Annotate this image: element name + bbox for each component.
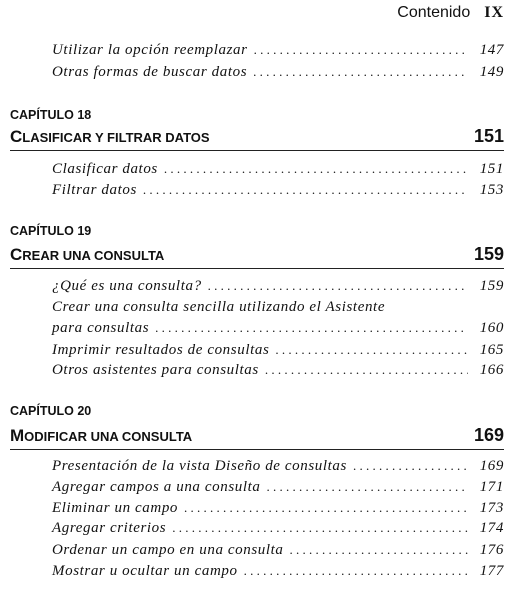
toc-entry-page: 174 xyxy=(479,520,504,536)
dot-leader xyxy=(184,498,468,518)
chapter-title: CLASIFICAR Y FILTRAR DATOS xyxy=(10,127,210,146)
chapter-page-number: 151 xyxy=(473,126,504,146)
chapter-title: CREAR UNA CONSULTA xyxy=(10,245,165,264)
toc-entry xyxy=(52,159,504,179)
toc-entry xyxy=(52,340,504,360)
toc-entry-page: 166 xyxy=(479,362,504,378)
toc-entry-text-line1: Crear una consulta sencilla utilizando el Asistente xyxy=(52,299,386,315)
chapter-label: CAPÍTULO 20 xyxy=(10,404,92,418)
toc-entry-page: 149 xyxy=(479,64,504,80)
dot-leader xyxy=(172,518,468,538)
toc-entry xyxy=(52,318,504,338)
toc-entry-page: 159 xyxy=(479,278,504,294)
chapter-label: CAPÍTULO 19 xyxy=(10,224,92,238)
toc-entry-text: Otras formas de buscar datos xyxy=(52,64,248,80)
dot-leader xyxy=(164,159,468,179)
toc-entry xyxy=(52,40,504,60)
chapter-page-number: 159 xyxy=(473,244,504,264)
dot-leader xyxy=(267,477,469,497)
toc-entry-page: 177 xyxy=(479,563,504,579)
toc-entry-text: ¿Qué es una consulta? xyxy=(52,278,202,294)
toc-entry xyxy=(52,561,504,581)
toc-entry xyxy=(52,276,504,296)
toc-entry-page: 176 xyxy=(479,542,504,558)
toc-entry-text: Filtrar datos xyxy=(52,182,137,198)
toc-entry-text: Presentación de la vista Diseño de consultas xyxy=(52,458,347,474)
toc-entry-text: Agregar criterios xyxy=(52,520,167,536)
dot-leader xyxy=(143,180,468,200)
toc-entry-text: Agregar campos a una consulta xyxy=(52,479,261,495)
toc-entry xyxy=(52,498,504,518)
toc-entry-page: 171 xyxy=(479,479,504,495)
dot-leader xyxy=(254,40,468,60)
toc-entry-page: 153 xyxy=(479,182,504,198)
toc-entry xyxy=(52,518,504,538)
chapter-page-number: 169 xyxy=(473,425,504,445)
toc-entry-page: 165 xyxy=(479,342,504,358)
toc-entry xyxy=(52,477,504,497)
dot-leader xyxy=(353,456,468,476)
chapter-heading xyxy=(10,425,504,450)
chapter-heading xyxy=(10,126,504,151)
dot-leader xyxy=(244,561,468,581)
header-title: Contenido xyxy=(397,4,471,21)
dot-leader xyxy=(275,340,468,360)
chapter-heading xyxy=(10,244,504,269)
toc-entry xyxy=(52,62,504,82)
running-header xyxy=(397,4,504,22)
toc-entry-text: Utilizar la opción reemplazar xyxy=(52,42,248,58)
toc-entry-page: 151 xyxy=(479,161,504,177)
toc-entry-page: 147 xyxy=(479,42,504,58)
dot-leader xyxy=(290,540,468,560)
dot-leader xyxy=(208,276,468,296)
toc-entry-text: Ordenar un campo en una consulta xyxy=(52,542,284,558)
chapter-label: CAPÍTULO 18 xyxy=(10,108,92,122)
header-page-number: IX xyxy=(484,4,504,21)
toc-entry-text: Imprimir resultados de consultas xyxy=(52,342,270,358)
toc-entry-text: para consultas xyxy=(52,320,150,336)
dot-leader xyxy=(265,360,468,380)
toc-entry xyxy=(52,180,504,200)
toc-entry-text: Otros asistentes para consultas xyxy=(52,362,259,378)
toc-entry-page: 160 xyxy=(479,320,504,336)
toc-entry xyxy=(52,456,504,476)
toc-entry-text: Clasificar datos xyxy=(52,161,158,177)
toc-entry-page: 173 xyxy=(479,500,504,516)
chapter-title: MODIFICAR UNA CONSULTA xyxy=(10,426,193,445)
toc-entry-text: Mostrar u ocultar un campo xyxy=(52,563,238,579)
dot-leader xyxy=(155,318,468,338)
toc-entry-page: 169 xyxy=(479,458,504,474)
toc-entry-text: Eliminar un campo xyxy=(52,500,179,516)
toc-entry xyxy=(52,360,504,380)
toc-entry xyxy=(52,540,504,560)
dot-leader xyxy=(253,62,468,82)
